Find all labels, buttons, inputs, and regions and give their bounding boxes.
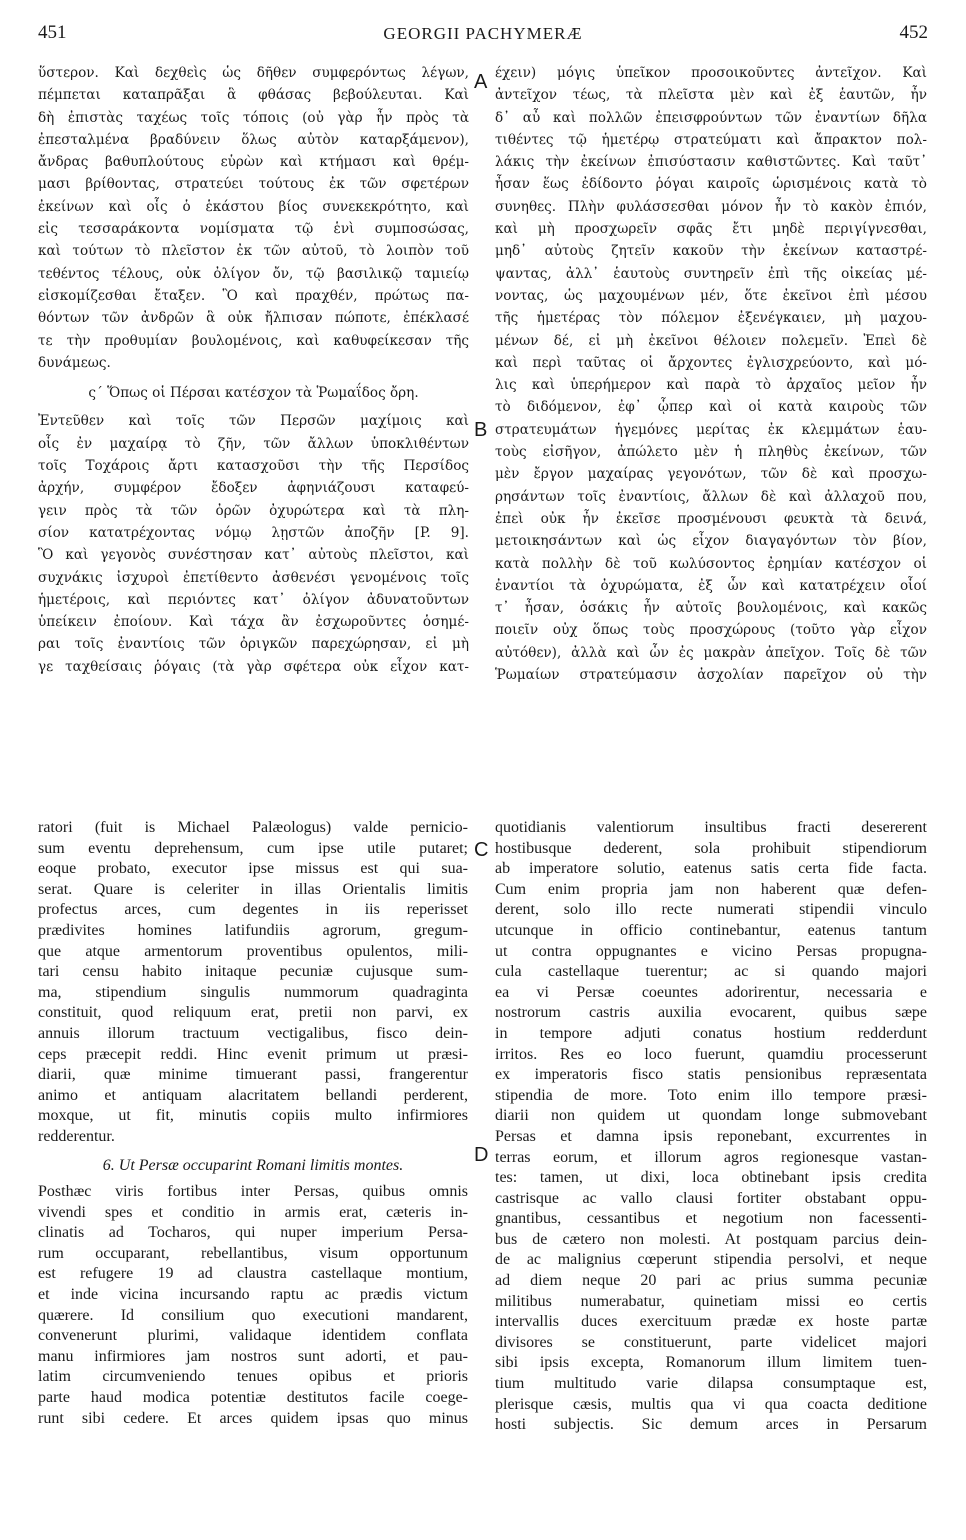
text-line: τε τὴν προθυμίαν βουλομένοις, καὶ καθυφείκεσαν τῆς [38, 332, 469, 349]
margin-letter-a: A [474, 71, 488, 93]
text-line: πέμπεται καταπρᾶξαι ἃ φθάσας βεβούλευται. Καὶ [38, 87, 469, 104]
text-line: divisores se constituerunt, parte videlicet majori [495, 1333, 927, 1351]
text-line: militibus numerabatur, quinetiam missi eo certis [495, 1292, 927, 1310]
text-line: καὶ τούτων τὸ πλεῖστον ἐκ τῶν αὐτοῦ, τὸ λοιπὸν τοῦ [38, 243, 469, 260]
text-line: τοῖς Τοχάροις ἄρτι κατασχοῦσι τὴν τῆς Περσίδος [38, 458, 469, 475]
text-line: nostrorum castris auxilia evocarent, quibus sæpe [495, 1004, 927, 1022]
text-line: ἄνδρας βαθυπλούτους εὑρὼν καὶ κτήμασι καὶ θρέμ- [38, 154, 469, 171]
text-line: profectus arces, cum degentes in iis reperisset [38, 901, 468, 919]
text-line: redderentur. [38, 1127, 115, 1145]
text-line: ratori (fuit is Michael Palæologus) valde pernicio- [38, 819, 468, 836]
text-line: σίον κατατρέχοντας νόμῳ λῃστῶν ἀποζῆν [P. 9]. [38, 524, 469, 541]
text-line: diarii non quidem ut quondam longe submovebant [495, 1107, 927, 1125]
section-heading: ς´ Ὅπως οἱ Πέρσαι κατέσχον τὰ Ῥωμαΐδος ὄρη. [88, 385, 419, 402]
text-line: diarii, quæ minime timuerant passi, frangerentur [38, 1066, 468, 1084]
text-line: τὸ διδόμενον, ἐφ᾽ ᾧπερ καὶ οἱ κατὰ καιροὺς τῶν [495, 399, 927, 416]
text-line: annuis illorum tractuum vectigalibus, fisco dein- [38, 1024, 468, 1042]
text-line: utcunque in officio continebantur, eatenus tantum [495, 921, 927, 939]
margin-letter-d: D [474, 1144, 489, 1166]
text-line: λις καὶ ὑπερήμερον καὶ παρὰ τὸ ἀρχαῖος μεῖον ἦν [495, 377, 927, 394]
text-line: animo et antiquam alacritatem bellandi perderent, [38, 1086, 468, 1104]
text-line: καὶ μὴ προσχωρεῖν σφᾶς ἔτι μηδὲ περιγίγνεσθαι, [495, 221, 927, 238]
text-line: prædivites homines latifundiis agrorum, gregum- [38, 921, 468, 939]
text-line: οἷς ἐν μαχαίρᾳ τὸ ζῆν, τῶν ἄλλων ὑποκλιθέντων [38, 435, 469, 452]
text-line: ea vi Persæ coeuntes adorirentur, necessaria e [495, 983, 927, 1001]
text-line: τ᾽ ἦσαν, ὁσάκις ἦν αὐτοῖς βουλομένοις, καὶ κακῶς [495, 600, 927, 617]
text-line: ψαντας, ἀλλ᾽ ἑαυτοὺς συντηρεῖν ἐπὶ τῆς οἰκείας μέ- [495, 265, 927, 282]
text-line: que atque armentorum proventibus opulentos, mili- [38, 942, 468, 960]
text-line: Cum enim propria jam non haberent quæ defen- [495, 880, 927, 898]
text-line: tium multitudo varie dilapsa consumptaque est, [495, 1375, 927, 1393]
text-line: convenerunt plurimi, validaque identidem conflata [38, 1327, 468, 1345]
text-line: parte haud modica potentiæ destitutos facile coege- [38, 1389, 468, 1407]
greek-column-right [495, 62, 927, 782]
text-line: τεθέντος τέλους, οὐκ ὀλίγον ὄν, τῷ βασιλικῷ ταμιείῳ [38, 265, 469, 282]
text-line: έχειν) μόγις ὑπεῖκον προσοικοῦντες ἀντεῖχον. Καὶ [495, 65, 927, 81]
text-line: ceps præcepit reddi. Hinc evenit primum ut præsi- [38, 1045, 468, 1063]
text-line: λάκις τὴν ἐκείνων ἐπισύστασιν καθιστῶντες. Καὶ ταῦτ᾽ [495, 154, 927, 171]
text-line: moxque, ut fit, minutis copiis multo infirmiores [38, 1107, 468, 1125]
text-line: νοντας, ὡς μαχουμένων μέν, ὅτε ἐκεῖνοι ἐπὶ μέσου [495, 287, 927, 304]
text-line: μασι βρίθοντας, στρατεύει τούτους ἐκ τῶν σφετέρων [38, 176, 469, 193]
text-line: ex imperatoris fisco statis pensionibus repræsentata [495, 1066, 927, 1084]
page-number-left: 451 [38, 22, 67, 43]
text-line: sum eventu deprehensum, cum ipse utile putaret; [38, 839, 468, 857]
text-line: gnantibus, cessantibus et negotium non facessenti- [495, 1210, 927, 1228]
margin-letter-b: B [474, 419, 488, 441]
text-line: serat. Quare is celeriter in illas Orientalis limitis [38, 880, 468, 898]
text-line: συνηθες. Πλὴν φυλάσσεσθαι μόνον ἦν τὸ κακὸν ἐπιόν, [495, 198, 927, 215]
text-line: quærere. Id consilium quo executioni mandarent, [38, 1306, 468, 1324]
text-line: quotidianis valentiorum insultibus fracti desererent [495, 819, 927, 836]
text-line: hosti subjectis. Sic demum arces in Persarum [495, 1416, 927, 1434]
text-line: ut contra oppugnantes e vicino Persas propugna- [495, 942, 927, 960]
text-line: in tempore adjuti conatus hostium redderdunt [495, 1024, 927, 1042]
text-line: καὶ περὶ ταῦτας οἱ ἄρχοντες ἐγλισχρεύοντο, καὶ μό- [495, 354, 927, 371]
text-line: rum occuparant, rebellantibus, visum opportunum [38, 1244, 468, 1262]
margin-letter-c: C [474, 839, 489, 861]
running-title: GEORGII PACHYMERÆ [383, 24, 583, 43]
text-line: cula castellaque tuerentur; ac si quando majori [495, 963, 927, 981]
text-line: ἡμετέροις, καὶ περιόντες κατ᾽ ὀλίγον ἀδυνατοῦντων [38, 591, 469, 608]
text-line: ἐπεσταλμένα βραδύνειν ὅλως αὐτὸν καταρξάμενον), [38, 131, 469, 148]
text-line: Ἐντεῦθεν καὶ τοῖς τῶν Περσῶν μαχίμοις καὶ [38, 413, 469, 430]
text-line: γειν πρὸς τὰ τῶν ὀρῶν ὀχυρώτερα καὶ τὰ πλη- [38, 502, 469, 519]
text-line: bus de cætero non molesti. At postquam parcius dein- [495, 1230, 927, 1248]
text-line: ρησάντων τοῖς ἐναντίοις, ἄλλων δὲ καὶ ἀλλαχοῦ που, [495, 488, 927, 505]
text-line: κατὰ πολλὴν δὲ τοῦ κωλύσοντος ἐρημίαν κατέσχον οἱ [495, 555, 927, 572]
text-line: εἰς τεσσαράκοντα νομίσματα τῷ ἑνὶ συμποσώσας, [38, 221, 469, 238]
text-line: δ᾽ αὖ καὶ πολλῶν ἐπεισφρούντων τῶν ἐναντίων δῆλα [495, 109, 927, 126]
text-line: γε ταχθείσαις ῥόγαις (τὰ γὰρ σφέτερα οὐκ εἶχον κατ- [38, 658, 469, 675]
text-line: runt sibi cedere. Et arces quidem ipsas quo minus [38, 1409, 468, 1427]
text-line: μετοικησάντων καὶ ὡς εἶχον διαγαγόντων τὸν βίον, [495, 533, 927, 550]
text-line: manu infirmiores jam nostros sunt adorti, et pau- [38, 1347, 468, 1365]
text-line: ἦσαν ἕως ἐδίδοντο ῥόγαι καιροῖς ὡρισμένοις κατὰ τὸ [495, 176, 927, 193]
text-line: de ac malignius cœperunt stipendia persolvi, et neque [495, 1251, 927, 1269]
text-line: eoque probato, executor ipse missus est qui sua- [38, 860, 468, 878]
text-line: ὕστερον. Καὶ δεχθεὶς ὡς δῆθεν συμφερόντως λέγων, [38, 65, 469, 81]
text-line: est refugere 19 ad claustra castellaque montium, [38, 1265, 468, 1283]
text-line: hostibusque dederent, sola prohibuit stipendiorum [495, 839, 927, 857]
text-line: μηδ᾽ αὐτοὺς ζητεῖν κακοῦν τὴν ἐκείνων καταστρέ- [495, 243, 927, 260]
text-line: ποιεῖν οὐχ ὅπως τοὺς προσχώρους (τοῦτο γὰρ εἶχον [495, 622, 927, 639]
text-line: vivendi spes et conditio in armis erat, cæteris in- [38, 1203, 468, 1221]
text-line: intervallis duces exercituum prædæ ex hoste partæ [495, 1313, 927, 1331]
text-line: ἀρχήν, συμφέρον ἔδοξεν ἀφηνιάζουσι καταφεύ- [38, 480, 469, 497]
text-line: θόντων τῶν ἀνδρῶν ἃ οὐκ ἤλπισαν πώποτε, ἐπέκλασέ [38, 310, 469, 327]
section-heading: 6. Ut Persæ occuparint Romani limitis montes. [102, 1156, 404, 1174]
text-line: Ὃ καὶ γεγονὸς συνέστησαν κατ᾽ αὐτοὺς πλεῖστοι, καὶ [38, 547, 469, 564]
page-number-right: 452 [899, 22, 928, 43]
text-line: συχνάκις ἰσχυροὶ ἐπετίθεντο ἀσθενέσι γενομένοις τοῖς [38, 569, 469, 586]
text-line: derent, solo illo recte numerati stipendii vinculo [495, 901, 927, 919]
text-line: constituit, quod reliquum erat, pretii non parvi, ex [38, 1004, 468, 1022]
text-line: Ῥωμαίων στρατεύμασιν ἀσχολίαν παρεῖχον οὐ τὴν [495, 667, 927, 684]
text-line: δὴ ἐπιστὰς ταχέως τοῖς τόποις (οὐ γὰρ ἦν πρὸς τὰ [38, 109, 469, 126]
text-line: ὑπείκειν ἐποίουν. Καὶ τάχα ἂν ἐσχωροῦντες ὁσημέ- [38, 614, 469, 631]
running-header [38, 22, 928, 54]
text-line: ἀντεῖχον τέως, τὰ πλεῖστα μὲν καὶ ἐξ ἑαυτῶν, ἦν [495, 87, 927, 104]
text-line: sibi ipsis excepta, Romanorum illum limitem tuen- [495, 1354, 927, 1372]
text-line: μένων δέ, εἰ μὴ ἐκεῖνοι θέλοιεν πολεμεῖν. Ἐπεὶ δὲ [495, 332, 927, 349]
latin-column-left [38, 818, 468, 1518]
text-line: τιθέντες τῷ ἡμετέρῳ στρατεύματι καὶ ἄπρακτον πολ- [495, 131, 927, 148]
text-line: ἐναντίοι τὰ ὀχυρώματα, ἐξ ὧν καὶ κατατρέχειν οἷοί [495, 577, 927, 594]
text-line: ma, stipendium singulis nummorum quadraginta [38, 983, 468, 1001]
text-line: latim circumveniendo tenues opibus et prioris [38, 1368, 468, 1386]
greek-column-left [38, 62, 469, 782]
text-line: stipendia de more. Toto enim illo tempore præsi- [495, 1086, 927, 1104]
text-line: εἰσκομίζεσθαι ἔταξεν. Ὃ καὶ πραχθέν, πρώτως πα- [38, 287, 469, 304]
text-line: μὲν ἔργον μαχαίρας γεγονότων, τῶν δὲ καὶ προσχω- [495, 466, 927, 483]
text-line: clinatis ad Tocharos, qui nuper imperium Persa- [38, 1224, 468, 1242]
text-line: αὐτόθεν), ἀλλὰ καὶ ὧν ἐς μακρὰν ἀπεῖχον. Τοῖς δὲ τῶν [495, 644, 927, 661]
text-line: tes: tamen, ut dixi, loca obtinebant ipsis credita [495, 1169, 927, 1187]
text-line: plerisque cæsis, multis qua vi qua coacta deditione [495, 1395, 927, 1413]
text-line: irritos. Res eo loco fuerunt, quamdiu processerunt [495, 1045, 927, 1063]
text-line: ab imperatore solutio, eatenus satis certa fide facta. [495, 860, 927, 878]
text-line: στρατευμάτων ἡγεμόνες μερίτας ἐκ κλεμμάτων ἑαυ- [495, 421, 927, 438]
text-line: et inde vicina incursando raptu ac prædis victum [38, 1286, 468, 1304]
text-line: ραι τοῖς ἐναντίοις τῶν ὀριγκῶν παρεχώρησαν, εἰ μὴ [38, 636, 469, 653]
text-line: terras eorum, et illorum agros regionesque vastan- [495, 1148, 927, 1166]
text-line: castrisque ac vallo clausi fortiter obstabant oppu- [495, 1189, 927, 1207]
text-line: τῆς ἡμετέρας τὸν πόλεμον ἐξενέγκαιεν, μὴ μαχου- [495, 310, 927, 327]
text-line: ἐκείνων καὶ οἷς ὁ ἑκάστου βίος συνεκεκρότητο, καὶ [38, 198, 469, 215]
text-line: ἐπεὶ οὐκ ἦν ἐκεῖσε προσμένουσι φευκτὰ τὰ δεινά, [495, 510, 927, 527]
latin-column-right [495, 818, 927, 1518]
text-line: tari censu habito initaque pecuniæ cujusque sum- [38, 963, 468, 981]
text-line: Posthæc viris fortibus inter Persas, quibus omnis [38, 1183, 468, 1201]
text-line: δυνάμεως. [38, 354, 111, 371]
text-line: ad diem neque 20 pari ac prius summa pecuniæ [495, 1272, 927, 1290]
text-line: τοὺς εἰσῆγον, ἀπώλετο μὲν ἡ πληθὺς ἐκείνων, τῶν [495, 444, 927, 461]
text-line: Persas et damna ipsis reponebant, excurrentes in [495, 1127, 927, 1145]
